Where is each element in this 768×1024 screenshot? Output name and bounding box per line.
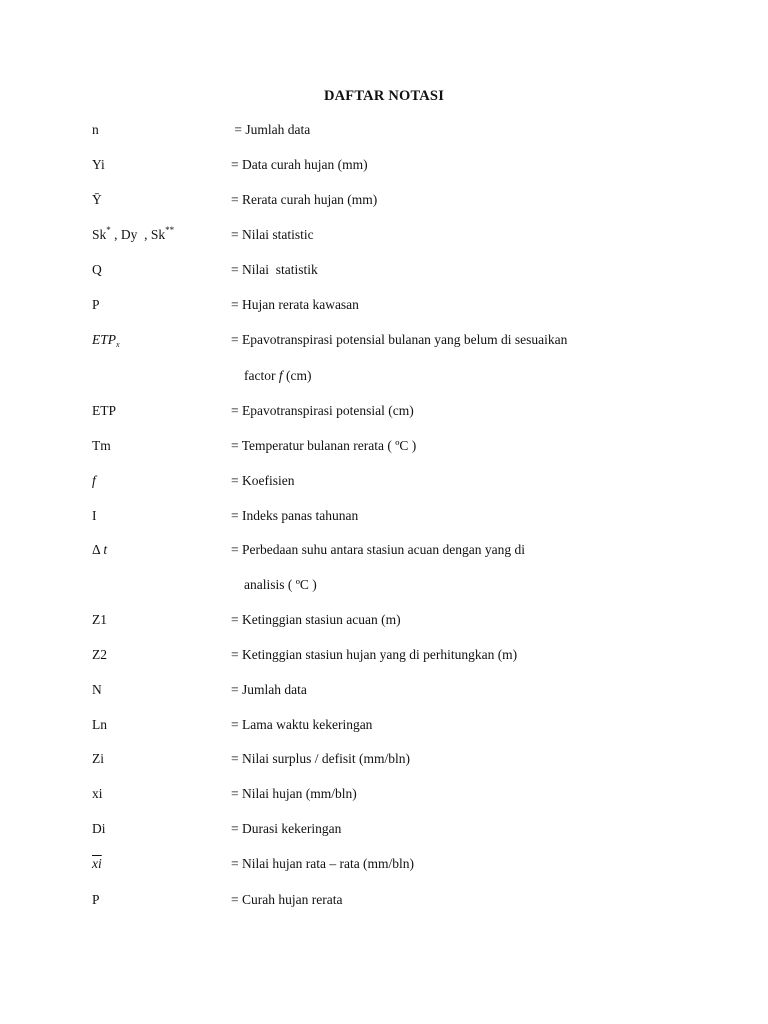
notation-row bbox=[0, 262, 768, 282]
notation-row bbox=[0, 856, 768, 876]
notation-description: = Nilai surplus / defisit (mm/bln) bbox=[231, 751, 410, 766]
notation-symbol: Ȳ bbox=[92, 192, 102, 207]
sk-star: * bbox=[106, 225, 111, 235]
notation-row bbox=[0, 786, 768, 806]
notation-symbol: f bbox=[92, 473, 96, 488]
notation-symbol: ETP bbox=[92, 403, 117, 418]
notation-description: = Epavotranspirasi potensial bulanan yang belum di sesuaikan bbox=[231, 332, 568, 347]
notation-symbol bbox=[92, 332, 120, 348]
notation-row bbox=[0, 647, 768, 667]
notation-row bbox=[0, 297, 768, 317]
notation-row bbox=[0, 157, 768, 177]
notation-row bbox=[0, 612, 768, 632]
notation-description: = Data curah hujan (mm) bbox=[231, 157, 368, 172]
notation-symbol: Q bbox=[92, 262, 102, 277]
notation-row bbox=[0, 122, 768, 142]
notation-row bbox=[0, 892, 768, 912]
notation-row bbox=[0, 192, 768, 212]
notation-symbol: Yi bbox=[92, 157, 105, 172]
notation-continuation bbox=[0, 368, 768, 388]
sk-double-star: ** bbox=[165, 225, 175, 235]
notation-symbol: P bbox=[92, 892, 100, 907]
sk-base: Sk bbox=[92, 227, 107, 242]
notation-symbol: Zi bbox=[92, 751, 104, 766]
page-title: DAFTAR NOTASI bbox=[323, 88, 445, 104]
notation-row bbox=[0, 403, 768, 423]
notation-description: = Rerata curah hujan (mm) bbox=[231, 192, 378, 207]
notation-symbol: Ln bbox=[92, 717, 107, 732]
notation-row bbox=[0, 821, 768, 841]
delta-symbol: Δ bbox=[92, 542, 100, 557]
notation-description: = Jumlah data bbox=[231, 682, 307, 697]
notation-description: = Hujan rerata kawasan bbox=[231, 297, 359, 312]
notation-row bbox=[0, 508, 768, 528]
notation-description-cont bbox=[244, 368, 311, 384]
notation-symbol: xi bbox=[92, 786, 103, 801]
notation-symbol: Di bbox=[92, 821, 106, 836]
notation-symbol: N bbox=[92, 682, 102, 697]
notation-symbol: n bbox=[92, 122, 99, 137]
notation-row bbox=[0, 438, 768, 458]
notation-description: = Epavotranspirasi potensial (cm) bbox=[231, 403, 414, 418]
notation-symbol: Tm bbox=[92, 438, 111, 453]
notation-description: = Perbedaan suhu antara stasiun acuan dengan yang di bbox=[231, 542, 526, 557]
notation-symbol: I bbox=[92, 508, 97, 523]
notation-symbol: $\overline{xi}$ bbox=[92, 856, 102, 871]
notation-description: = Curah hujan rerata bbox=[231, 892, 343, 907]
notation-description: = Nilai hujan (mm/bln) bbox=[231, 786, 357, 801]
notation-description: = Ketinggian stasiun acuan (m) bbox=[231, 612, 401, 627]
notation-description: = Koefisien bbox=[231, 473, 295, 488]
notation-continuation bbox=[0, 577, 768, 597]
cont-suffix: (cm) bbox=[282, 368, 312, 383]
notation-symbol bbox=[92, 542, 107, 558]
delta-t: t bbox=[103, 542, 108, 557]
notation-row bbox=[0, 682, 768, 702]
notation-row bbox=[0, 751, 768, 771]
notation-row bbox=[0, 332, 768, 352]
notation-description: = Lama waktu kekeringan bbox=[231, 717, 373, 732]
notation-symbol: Z2 bbox=[92, 647, 107, 662]
notation-row bbox=[0, 717, 768, 737]
notation-description: = Nilai hujan rata – rata (mm/bln) bbox=[231, 856, 415, 871]
notation-row bbox=[0, 227, 768, 247]
notation-description: = Nilai statistik bbox=[231, 262, 318, 277]
notation-description: = Nilai statistic bbox=[231, 227, 314, 242]
notation-description-cont: analisis ( ºC ) bbox=[244, 577, 317, 592]
notation-description: = Indeks panas tahunan bbox=[231, 508, 359, 523]
cont-prefix: factor bbox=[244, 368, 279, 383]
etp-subscript: x bbox=[116, 340, 120, 349]
notation-description: = Temperatur bulanan rerata ( ºC ) bbox=[231, 438, 417, 453]
notation-row bbox=[0, 542, 768, 562]
notation-description: = Ketinggian stasiun hujan yang di perhitungkan (m) bbox=[231, 647, 518, 662]
sk-middle: , Dy , Sk bbox=[110, 227, 166, 242]
notation-description: = Durasi kekeringan bbox=[231, 821, 342, 836]
notation-symbol: Z1 bbox=[92, 612, 107, 627]
notation-description: = Jumlah data bbox=[231, 122, 311, 137]
notation-row bbox=[0, 473, 768, 493]
notation-symbol bbox=[92, 227, 174, 243]
notation-symbol: P bbox=[92, 297, 100, 312]
cont-f-symbol: f bbox=[278, 368, 283, 383]
etp-base: ETP bbox=[92, 332, 117, 347]
